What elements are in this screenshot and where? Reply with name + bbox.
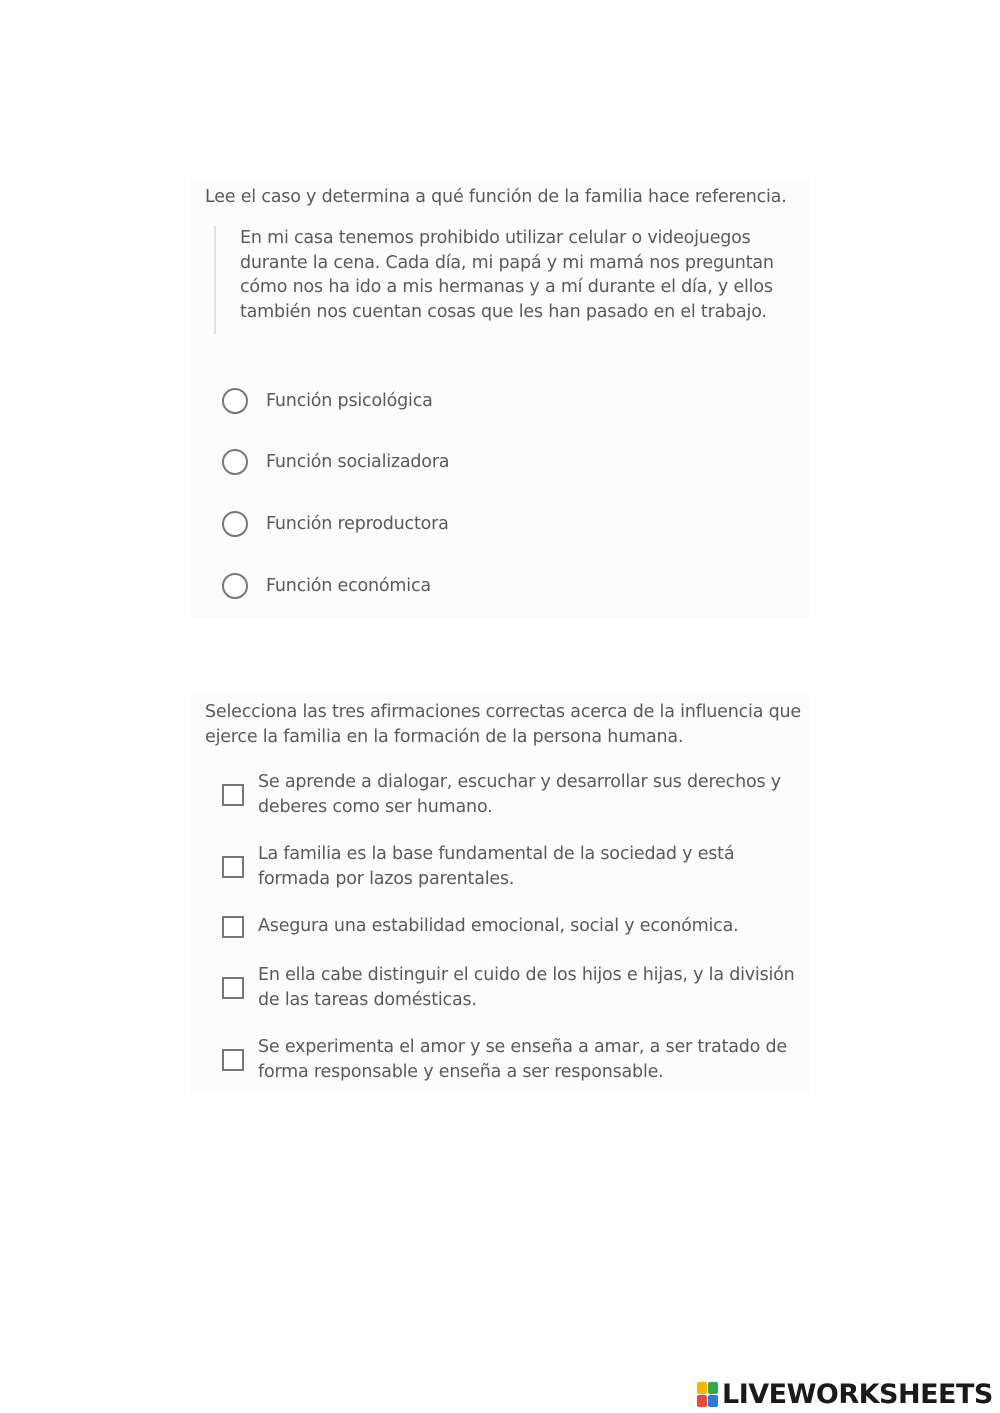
checkbox[interactable] bbox=[222, 1049, 244, 1071]
checkbox-option-4[interactable] bbox=[222, 963, 802, 1013]
question1-prompt: Lee el caso y determina a qué función de la familia hace referencia. bbox=[205, 187, 787, 207]
question2-prompt bbox=[205, 700, 805, 750]
question2-panel bbox=[190, 692, 810, 1094]
liveworksheets-logo bbox=[697, 1379, 993, 1410]
checkbox[interactable] bbox=[222, 916, 244, 938]
label-line: deberes como ser humano. bbox=[258, 797, 493, 817]
label-line: Asegura una estabilidad emocional, social y económica. bbox=[258, 916, 739, 936]
label-line: Se experimenta el amor y se enseña a amar, a ser tratado de bbox=[258, 1037, 787, 1057]
checkbox-option-2[interactable] bbox=[222, 842, 802, 892]
checkbox-option-label bbox=[258, 914, 738, 939]
radio-option-label: Función socializadora bbox=[266, 452, 450, 472]
label-line: La familia es la base fundamental de la sociedad y está bbox=[258, 844, 735, 864]
radio-button[interactable] bbox=[222, 449, 248, 475]
checkbox[interactable] bbox=[222, 784, 244, 806]
checkbox[interactable] bbox=[222, 856, 244, 878]
case-quote bbox=[214, 226, 810, 334]
checkbox-option-label bbox=[258, 963, 795, 1013]
case-line: cómo nos ha ido a mis hermanas y a mí durante el día, y ellos bbox=[240, 277, 773, 297]
radio-option-economica[interactable] bbox=[222, 571, 431, 601]
radio-option-socializadora[interactable] bbox=[222, 447, 449, 477]
liveworksheets-logo-icon bbox=[697, 1382, 719, 1408]
label-line: forma responsable y enseña a ser responsable. bbox=[258, 1062, 664, 1082]
checkbox-option-label bbox=[258, 842, 734, 892]
question2-prompt-line: ejerce la familia en la formación de la persona humana. bbox=[205, 727, 684, 747]
label-line: de las tareas domésticas. bbox=[258, 990, 477, 1010]
case-line: En mi casa tenemos prohibido utilizar celular o videojuegos bbox=[240, 228, 751, 248]
question2-prompt-line: Selecciona las tres afirmaciones correctas acerca de la influencia que bbox=[205, 702, 801, 722]
radio-option-label: Función económica bbox=[266, 576, 431, 596]
radio-button[interactable] bbox=[222, 388, 248, 414]
radio-option-reproductora[interactable] bbox=[222, 509, 449, 539]
radio-option-psicologica[interactable] bbox=[222, 386, 433, 416]
radio-option-label: Función psicológica bbox=[266, 391, 433, 411]
radio-button[interactable] bbox=[222, 573, 248, 599]
label-line: Se aprende a dialogar, escuchar y desarrollar sus derechos y bbox=[258, 772, 781, 792]
label-line: formada por lazos parentales. bbox=[258, 869, 515, 889]
checkbox-option-1[interactable] bbox=[222, 770, 802, 820]
case-line: también nos cuentan cosas que les han pasado en el trabajo. bbox=[240, 301, 767, 322]
liveworksheets-logo-text: LIVEWORKSHEETS bbox=[722, 1379, 993, 1410]
checkbox[interactable] bbox=[222, 977, 244, 999]
case-line: durante la cena. Cada día, mi papá y mi mamá nos preguntan bbox=[240, 252, 774, 273]
checkbox-option-label bbox=[258, 770, 781, 820]
checkbox-option-label bbox=[258, 1035, 787, 1085]
checkbox-option-3[interactable] bbox=[222, 914, 802, 939]
radio-option-label: Función reproductora bbox=[266, 514, 449, 534]
label-line: En ella cabe distinguir el cuido de los hijos e hijas, y la división bbox=[258, 965, 795, 985]
checkbox-option-5[interactable] bbox=[222, 1035, 802, 1085]
radio-button[interactable] bbox=[222, 511, 248, 537]
